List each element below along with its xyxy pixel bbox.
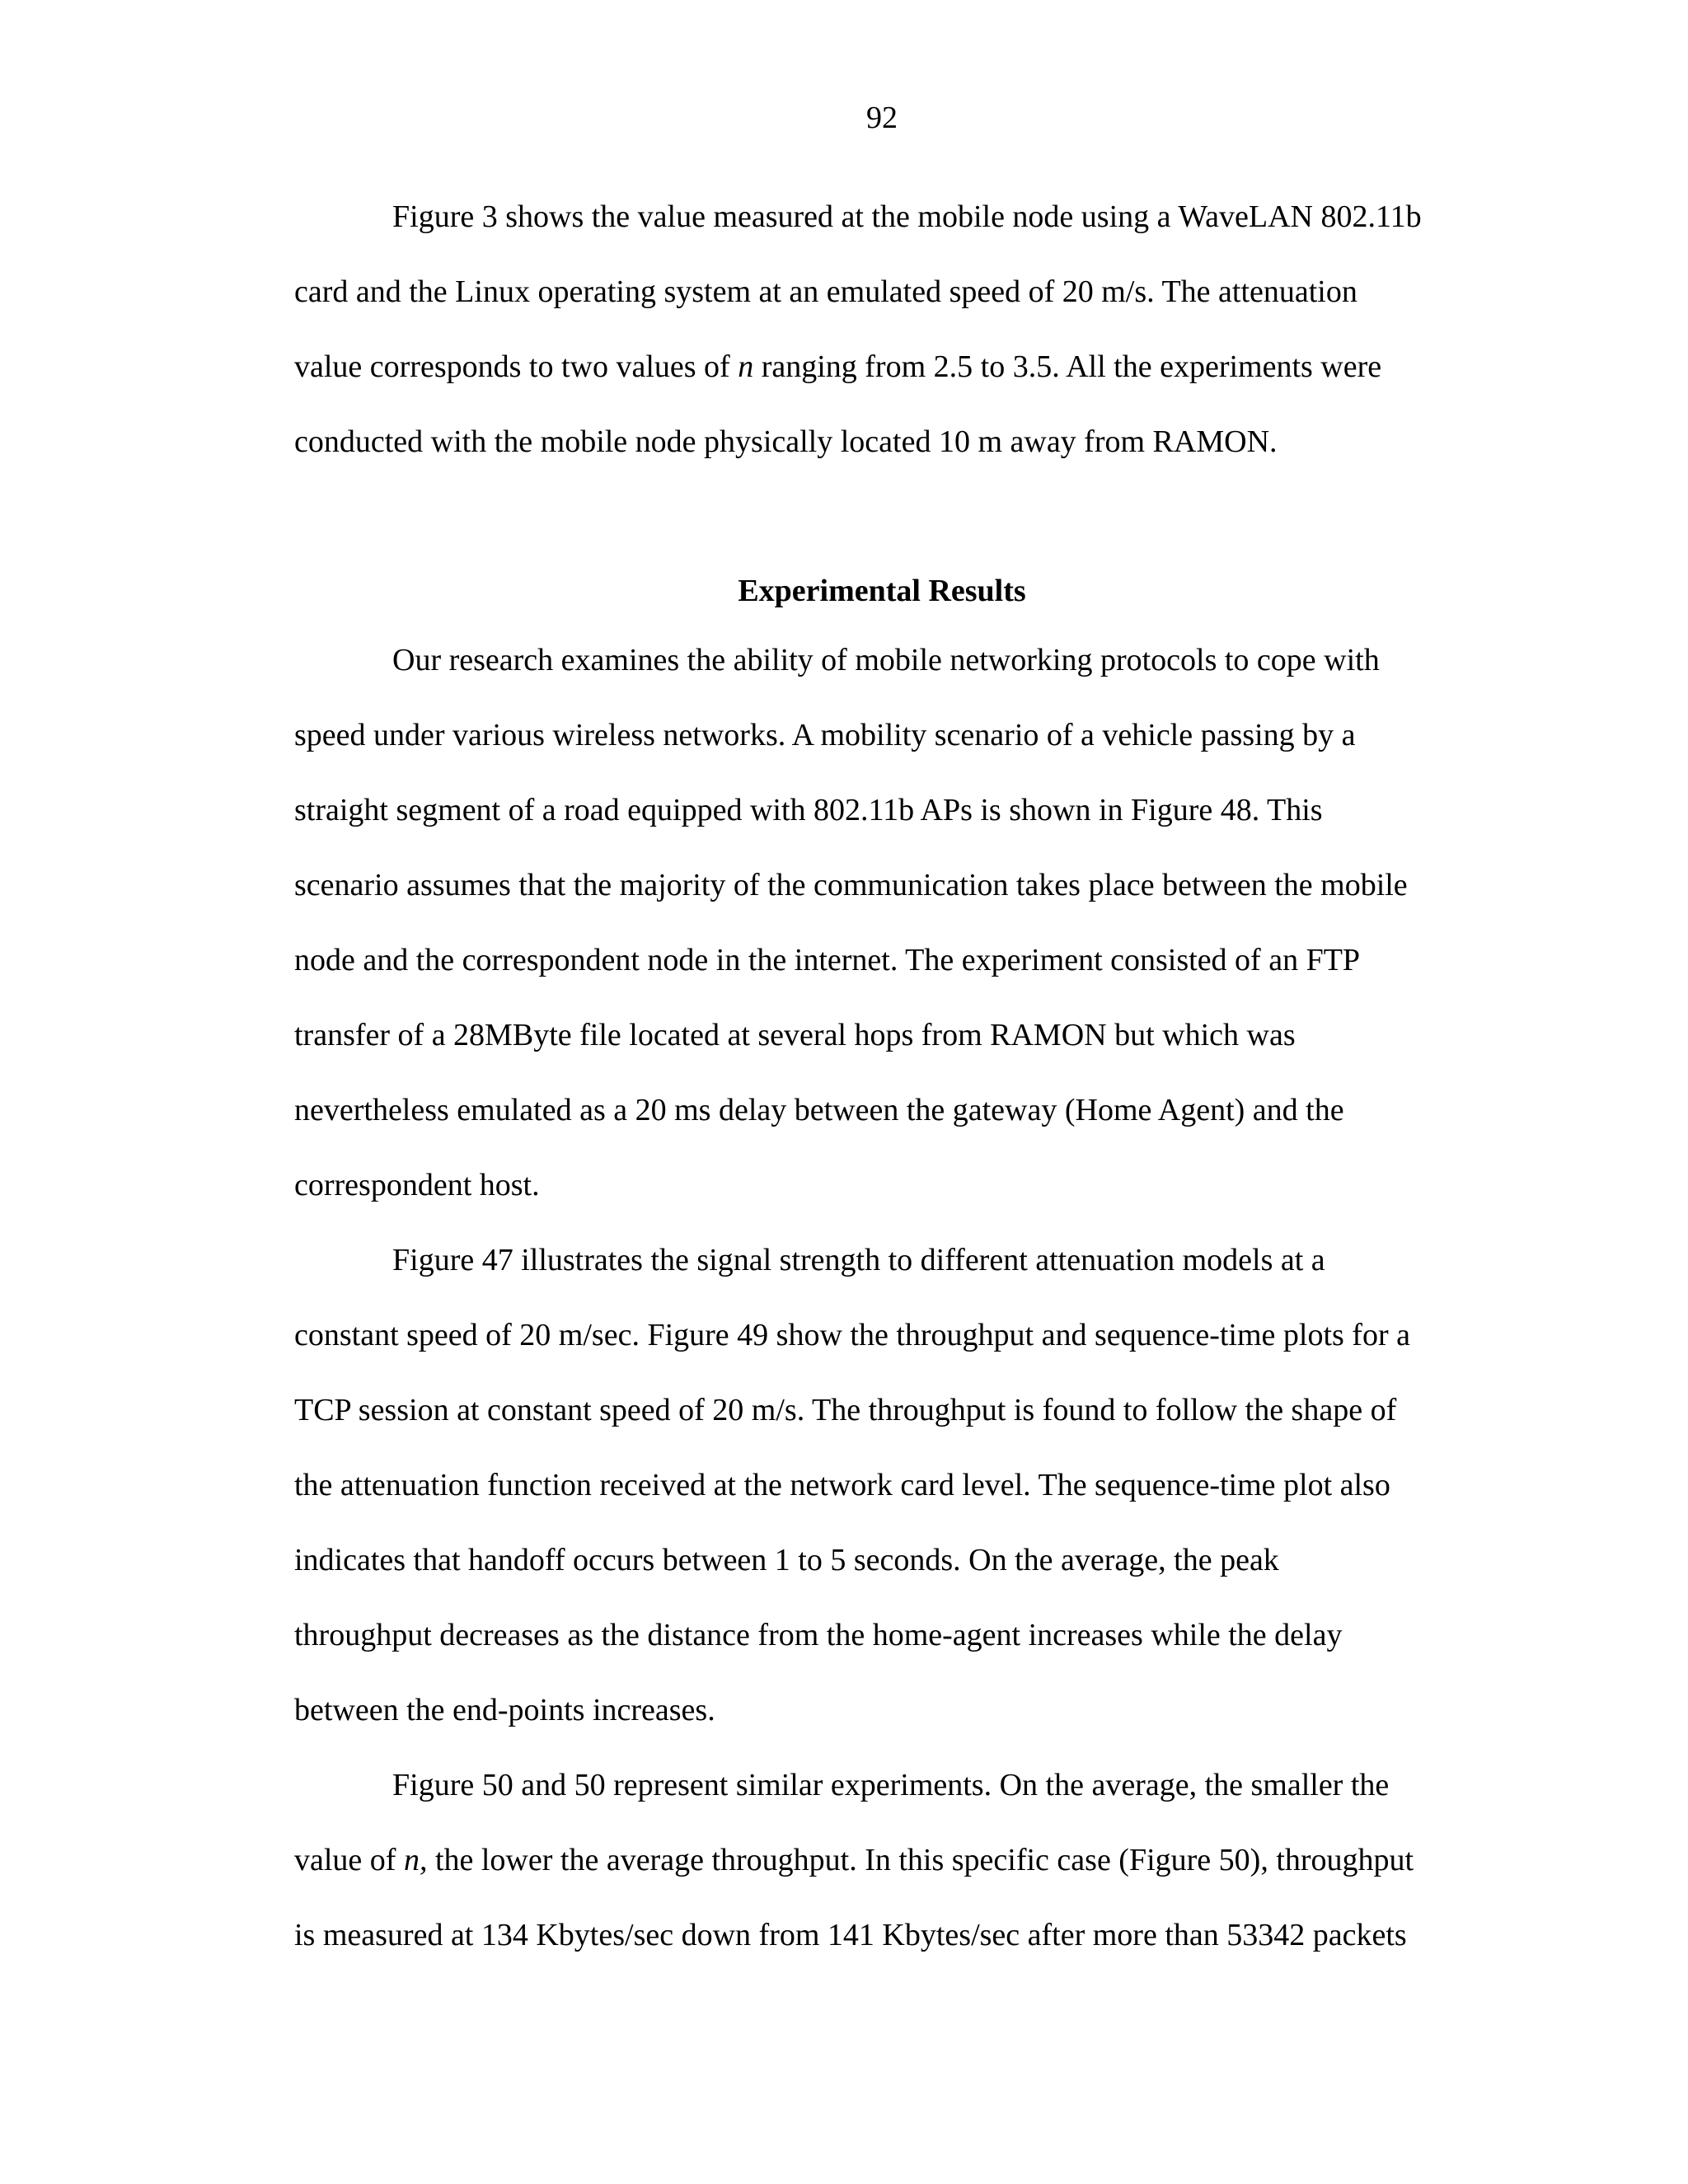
paragraph-2-line-6: transfer of a 28MByte file located at several hops from RAMON but which was xyxy=(294,1018,1296,1052)
paragraph-1-line-3-text-a: value corresponds to two values of xyxy=(294,349,738,384)
paragraph-4-line-3: is measured at 134 Kbytes/sec down from 141 Kbytes/sec after more than 53342 packets xyxy=(294,1918,1407,1952)
paragraph-3-line-6: throughput decreases as the distance from the home-agent increases while the delay xyxy=(294,1618,1343,1652)
paragraph-4-line-2-text-a: value of xyxy=(294,1843,404,1877)
paragraph-2-line-3: straight segment of a road equipped with 802.11b APs is shown in Figure 48. This xyxy=(294,793,1323,827)
paragraph-1-line-2: card and the Linux operating system at an emulated speed of 20 m/s. The attenuation xyxy=(294,274,1357,309)
paragraph-2-line-5: node and the correspondent node in the internet. The experiment consisted of an FTP xyxy=(294,943,1361,977)
paragraph-2-line-7: nevertheless emulated as a 20 ms delay between the gateway (Home Agent) and the xyxy=(294,1093,1344,1127)
variable-n: n, xyxy=(403,1843,428,1877)
paragraph-2-line-4: scenario assumes that the majority of the communication takes place between the mobile xyxy=(294,868,1408,902)
paragraph-3-line-4: the attenuation function received at the network card level. The sequence-time plot also xyxy=(294,1468,1390,1502)
paragraph-4-line-2-text-b: the lower the average throughput. In this specific case (Figure 50), throughput xyxy=(427,1843,1414,1877)
paragraph-3-line-2: constant speed of 20 m/sec. Figure 49 show the throughput and sequence-time plots for a xyxy=(294,1318,1410,1352)
paragraph-3-line-3: TCP session at constant speed of 20 m/s. The throughput is found to follow the shape of xyxy=(294,1393,1397,1427)
paragraph-1-line-3 xyxy=(294,346,1381,387)
page-number: 92 xyxy=(866,101,898,135)
paragraph-4-line-2 xyxy=(294,1840,1414,1881)
paragraph-1-line-1: Figure 3 shows the value measured at the mobile node using a WaveLAN 802.11b xyxy=(392,199,1422,234)
paragraph-2-line-1: Our research examines the ability of mobile networking protocols to cope with xyxy=(392,643,1380,677)
section-heading: Experimental Results xyxy=(738,574,1026,608)
paragraph-1-line-4: conducted with the mobile node physically located 10 m away from RAMON. xyxy=(294,424,1278,459)
paragraph-2-line-2: speed under various wireless networks. A mobility scenario of a vehicle passing by a xyxy=(294,718,1356,752)
variable-n: n xyxy=(738,349,754,384)
paragraph-3-line-7: between the end-points increases. xyxy=(294,1693,715,1727)
paragraph-1-line-3-text-b: ranging from 2.5 to 3.5. All the experiments were xyxy=(753,349,1382,384)
paragraph-3-line-5: indicates that handoff occurs between 1 to 5 seconds. On the average, the peak xyxy=(294,1543,1279,1577)
paragraph-4-line-1: Figure 50 and 50 represent similar experiments. On the average, the smaller the xyxy=(392,1768,1390,1802)
paragraph-2-line-8: correspondent host. xyxy=(294,1168,540,1202)
paragraph-3-line-1: Figure 47 illustrates the signal strength to different attenuation models at a xyxy=(392,1243,1325,1277)
